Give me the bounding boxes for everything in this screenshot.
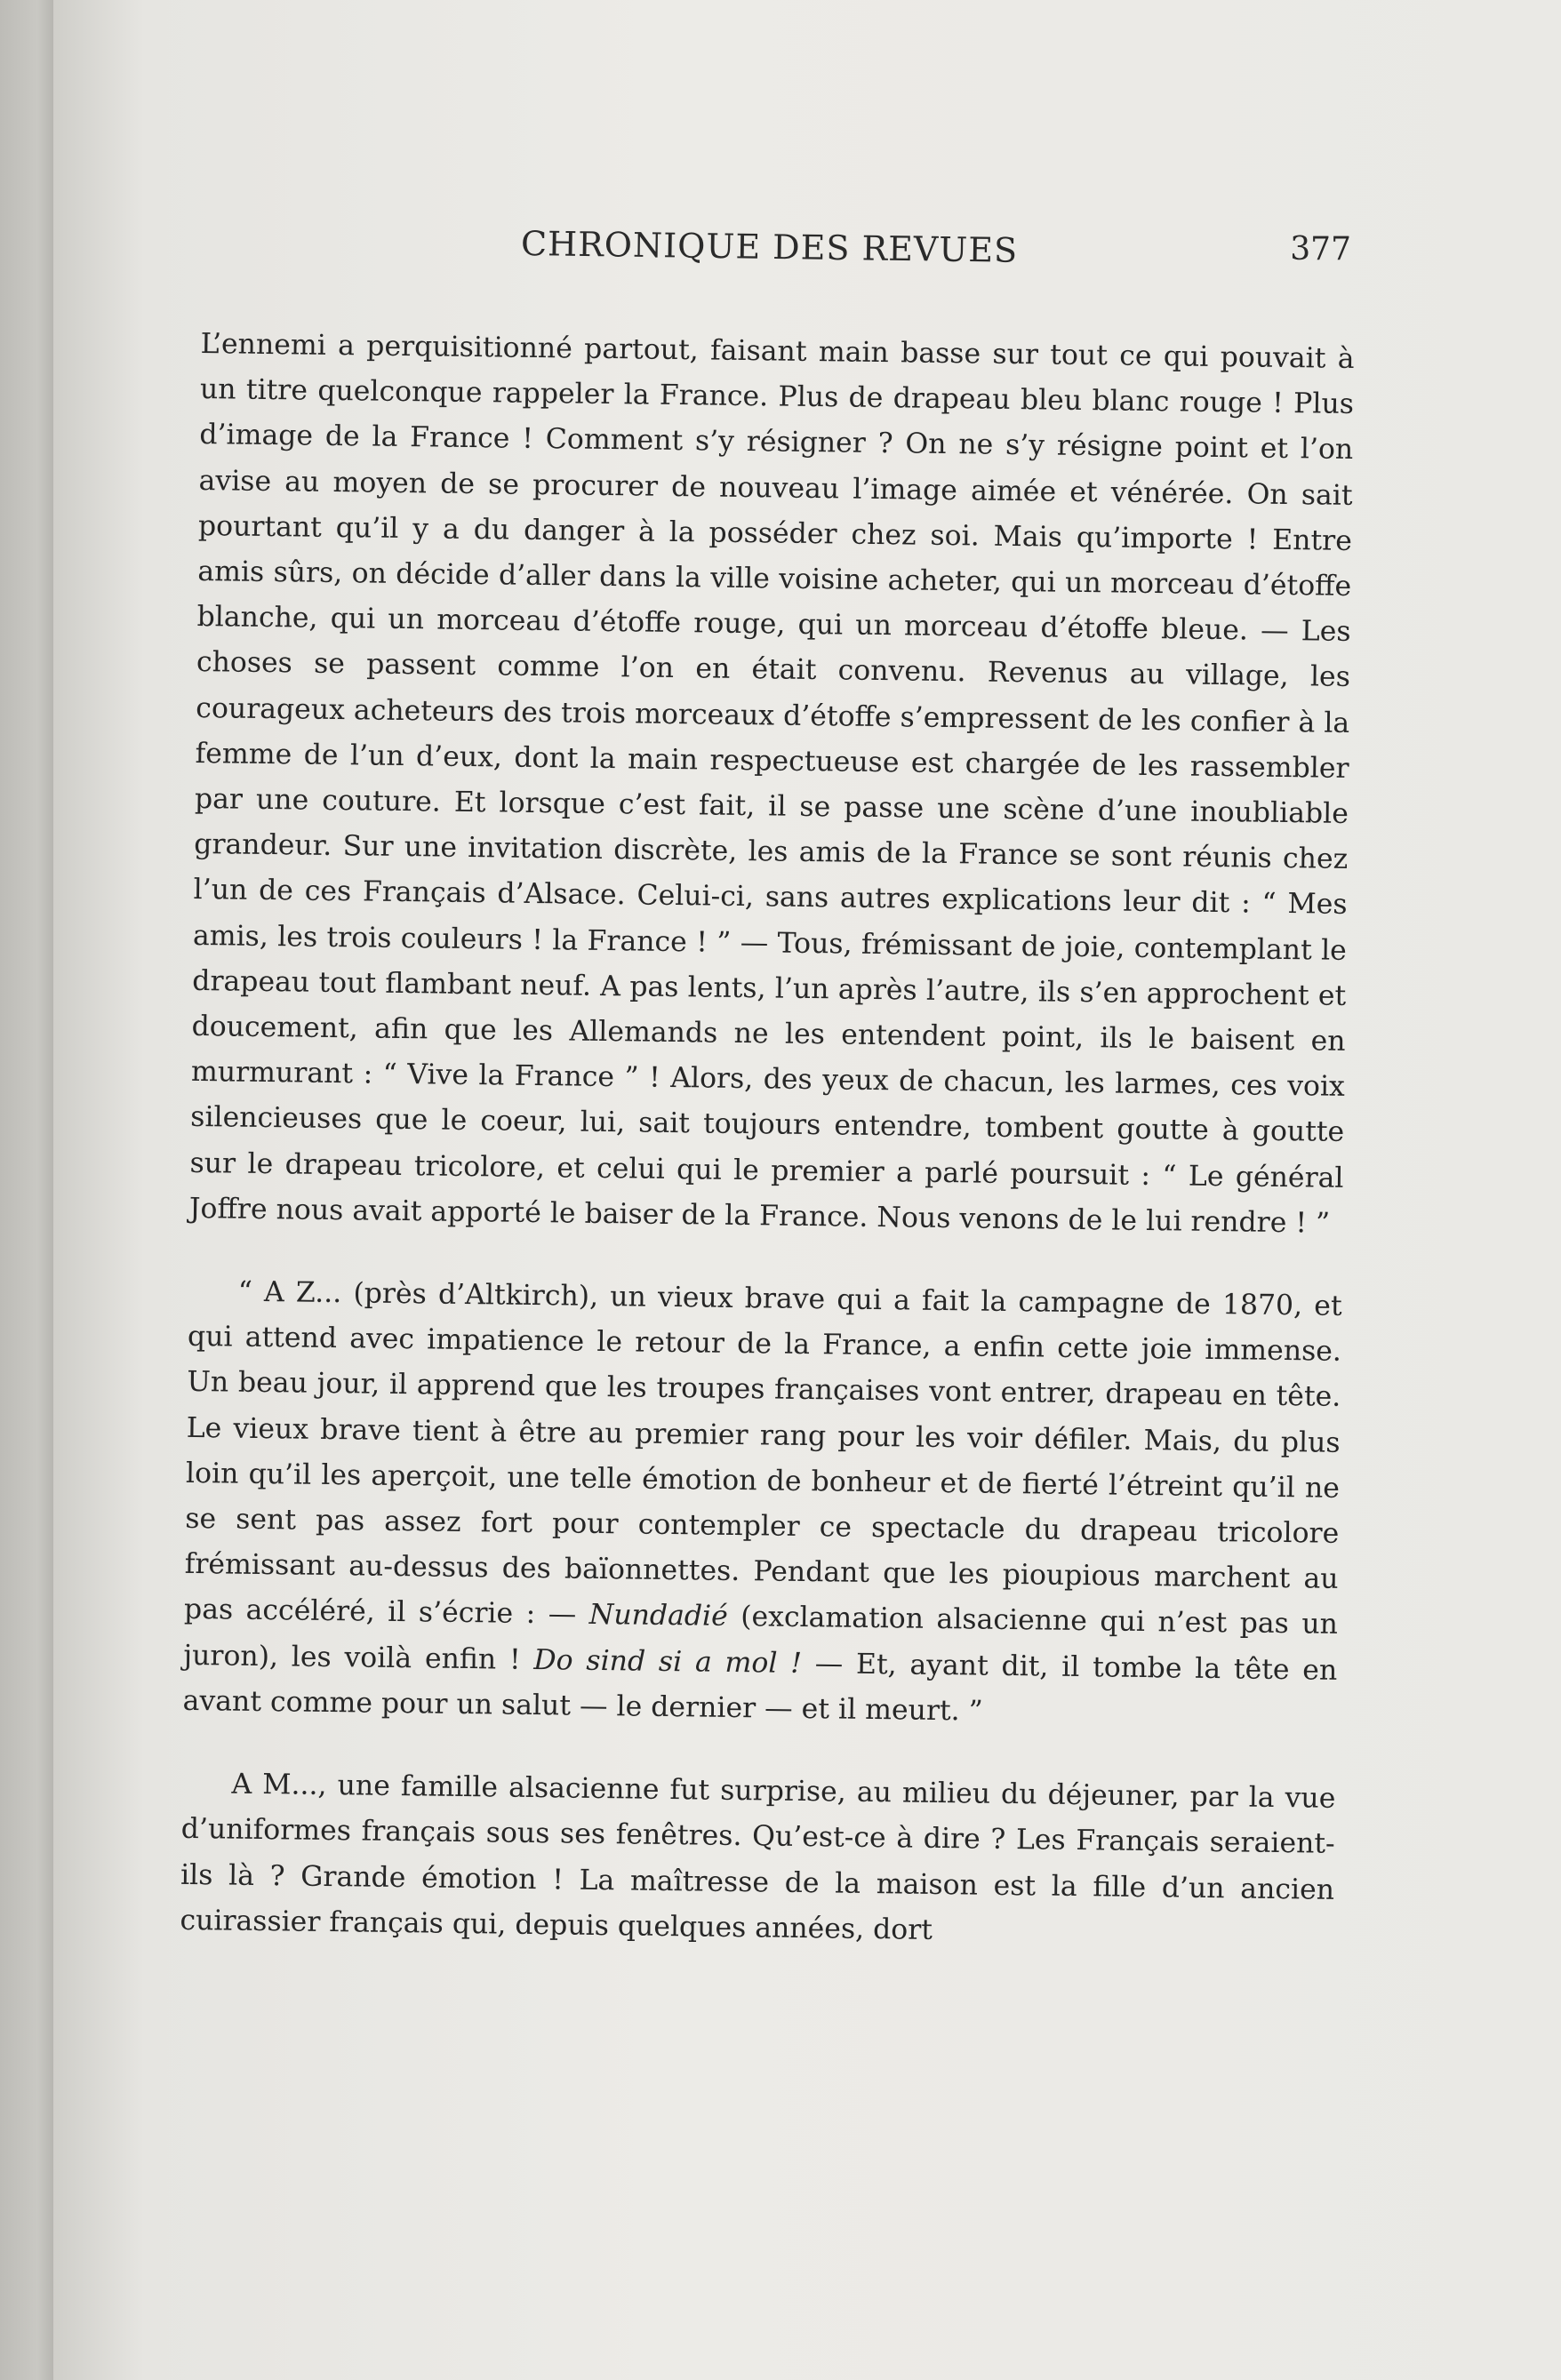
paragraph-2-text-b: (exclamation alsacienne qui n’est pas un juron), les voilà enfin ! [183, 1601, 1339, 1676]
paragraph-2-text-c: — Et, ayant dit, il tombe la tête en avant comme pour un salut — le dernier — et il meurt. ” [182, 1647, 1338, 1728]
paragraph-1: L’ennemi a perquisitionné partout, faisant main basse sur tout ce qui pouvait à un titre quelconque rappeler la France. Plus de drapeau bleu blanc rouge ! Plus d’image de la France ! Comment s’y résigner ? On ne s’y résigne point et l’on avise au moyen de se procurer de nouveau l’image aimée et vénérée. On sait pourtant qu’il y a du danger à la posséder chez soi. Mais qu’importe ! Entre amis sûrs, on décide d’aller dans la ville voisine acheter, qui un morceau d’étoffe blanche, qui un morceau d’étoffe rouge, qui un morceau d’étoffe bleue. — Les choses se passent comme l’on en était convenu. Revenus au village, les courageux acheteurs des trois morceaux d’étoffe s’empressent de les confier à la femme de l’un d’eux, dont la main respectueuse est chargée de les rassembler par une couture. Et lorsque c’est fait, il se passe une scène d’une inoubliable grandeur. Sur une invitation discrète, les amis de la France se sont réunis chez l’un de ces Français d’Alsace. Celui-ci, sans autres explications leur dit : “ Mes amis, les trois couleurs ! la France ! ” — Tous, frémissant de joie, contemplant le drapeau tout flambant neuf. A pas lents, l’un après l’autre, ils s’en approchent et doucement, afin que les Allemands ne les entendent point, ils le baisent en murmurant : “ Vive la France ” ! Alors, des yeux de chacun, les larmes, ces voix silencieuses que le coeur, lui, sait toujours entendre, tombent goutte à goutte sur le drapeau tricolore, et celui qui le premier a parlé poursuit : “ Le général Joffre nous avait apporté le baiser de la France. Nous venons de le lui rendre ! ” [188, 327, 1355, 1240]
paragraph-2 [182, 1269, 1342, 1739]
page-header [498, 224, 1351, 277]
paragraph-3: A M..., une famille alsacienne fut surprise, au milieu du déjeuner, par la vue d’uniformes français sous ses fenêtres. Qu’est-ce à dire ? Les Français seraient-ils là ? Grande émotion ! La maîtresse de la maison est la fille d’un ancien cuirassier français qui, depuis quelques années, dort [180, 1768, 1336, 1946]
running-title: CHRONIQUE DES REVUES [520, 224, 1019, 270]
page-number: 377 [1290, 231, 1351, 268]
body-text [180, 322, 1355, 1959]
paragraph-2-italic-exclamation: Nundadié [588, 1599, 728, 1633]
paragraph-2-italic-quote: Do sind si a mol ! [533, 1643, 803, 1680]
page-gutter [0, 0, 53, 2380]
paragraph-2-text-a: “ A Z... (près d’Altkirch), un vieux brave qui a fait la campagne de 1870, et qui attend avec impatience le retour de la France, a enfin cette joie immense. Un beau jour, il apprend que les troupes françaises vont entrer, drapeau en tête. Le vieux brave tient à être au premier rang pour les voir défiler. Mais, du plus loin qu’il les aperçoit, une telle émotion de bonheur et de fierté l’étreint qu’il ne se sent pas assez fort pour contempler ce spectacle du drapeau tricolore frémissant au-dessus des baïonnettes. Pendant que les pioupious marchent au pas accéléré, il s’écrie : — [183, 1275, 1342, 1632]
